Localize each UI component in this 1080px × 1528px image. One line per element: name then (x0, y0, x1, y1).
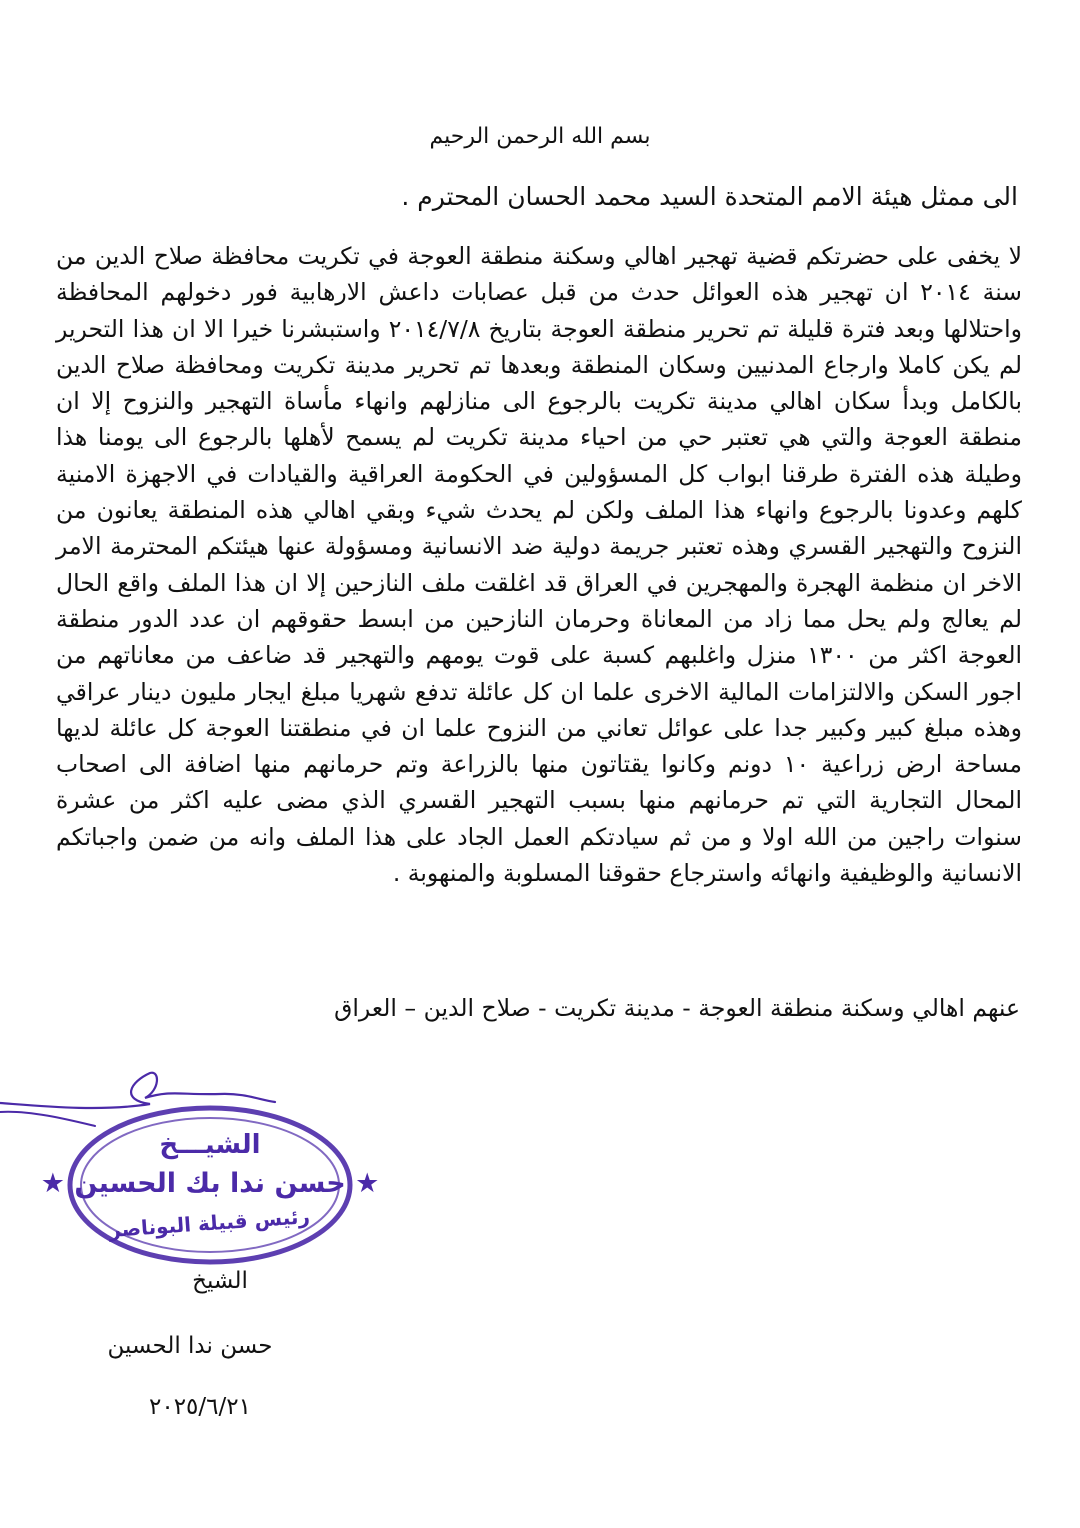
stamp-line-2: ★ حسن ندا بك الحسين ★ (40, 1168, 380, 1199)
stamp-line-1: الشيـــخ (159, 1130, 261, 1160)
letter-date: ٢٠٢٥/٦/٢١ (149, 1394, 251, 1420)
closing-line: عنهم اهالي وسكنة منطقة العوجة - مدينة تكريت - صلاح الدين – العراق (334, 994, 1020, 1022)
basmala: بسم الله الرحمن الرحيم (429, 124, 651, 149)
addressee-line: الى ممثل هيئة الامم المتحدة السيد محمد الحسان المحترم . (401, 182, 1018, 211)
signature-scribble-tail (0, 1112, 95, 1126)
signer-name: حسن ندا الحسين (107, 1333, 273, 1359)
signature-scribble (0, 1073, 275, 1108)
signer-title: الشيخ (192, 1268, 248, 1294)
letter-body: لا يخفى على حضرتكم قضية تهجير اهالي وسكنة منطقة العوجة في تكريت محافظة صلاح الدين من سنة ٢٠١٤ ان تهجير هذه العوائل حدث من قبل عصابات داعش الارهابية فور دخولهم المحافظة واحتلالها وبعد فترة قليلة تم تحرير منطقة العوجة بتاريخ ٢٠١٤/٧/٨ واستبشرنا خيرا الا ان هذا التحرير لم يكن كاملا وارجاع المدنيين وسكان المنطقة وبعدها تم تحرير مدينة تكريت ومحافظة صلاح الدين بالكامل وبدأ سكان اهالي مدينة تكريت بالرجوع الى منازلهم وانهاء مأساة التهجير والنزوح إلا ان منطقة العوجة والتي هي تعتبر حي من احياء مدينة تكريت لم يسمح لأهلها بالرجوع الى يومنا هذا وطيلة هذه الفترة طرقنا ابواب كل المسؤولين في الحكومة العراقية والقيادات في الاجهزة الامنية كلهم وعدونا بالرجوع وانهاء هذا الملف ولكن لم يحدث شيء وبقي اهالي هذه المنطقة يعانون من النزوح والتهجير القسري وهذه تعتبر جريمة دولية ضد الانسانية ومسؤولة عنها هيئتكم المحترمة الامر الاخر ان منظمة الهجرة والمهجرين في العراق قد اغلقت ملف النازحين إلا ان هذا الملف واقع الحال لم يعالج ولم يحل مما زاد من المعاناة وحرمان النازحين من ابسط حقوقهم ان عدد الدور منطقة العوجة اكثر من ١٣٠٠ منزل واغلبهم كسبة على قوت يومهم والتهجير قد ضاعف من معاناتهم من اجور السكن والالتزامات المالية الاخرى علما ان كل عائلة تدفع شهريا مبلغ ايجار مليون دينار عراقي وهذه مبلغ كبير وكبير جدا على عوائل تعاني من النزوح علما ان في منطقتنا العوجة كل عائلة لديها مساحة ارض زراعية ١٠ دونم وكانوا يقتاتون منها بالزراعة وتم حرمانهم منها اضافة الى اصحاب المحال التجارية التي تم حرمانهم منها بسبب التهجير القسري الذي مضى عليه اكثر من عشرة سنوات راجين من الله اولا و من ثم سيادتكم العمل الجاد على هذا الملف وانه من ضمن واجباتكم الانسانية والوظيفية وانهائه واسترجاع حقوقنا المسلوبة والمنهوبة . (56, 242, 1023, 888)
stamp-line-3: رئيس قبيلة البوناصر (108, 1204, 311, 1242)
stamp-seal (0, 1040, 380, 1280)
